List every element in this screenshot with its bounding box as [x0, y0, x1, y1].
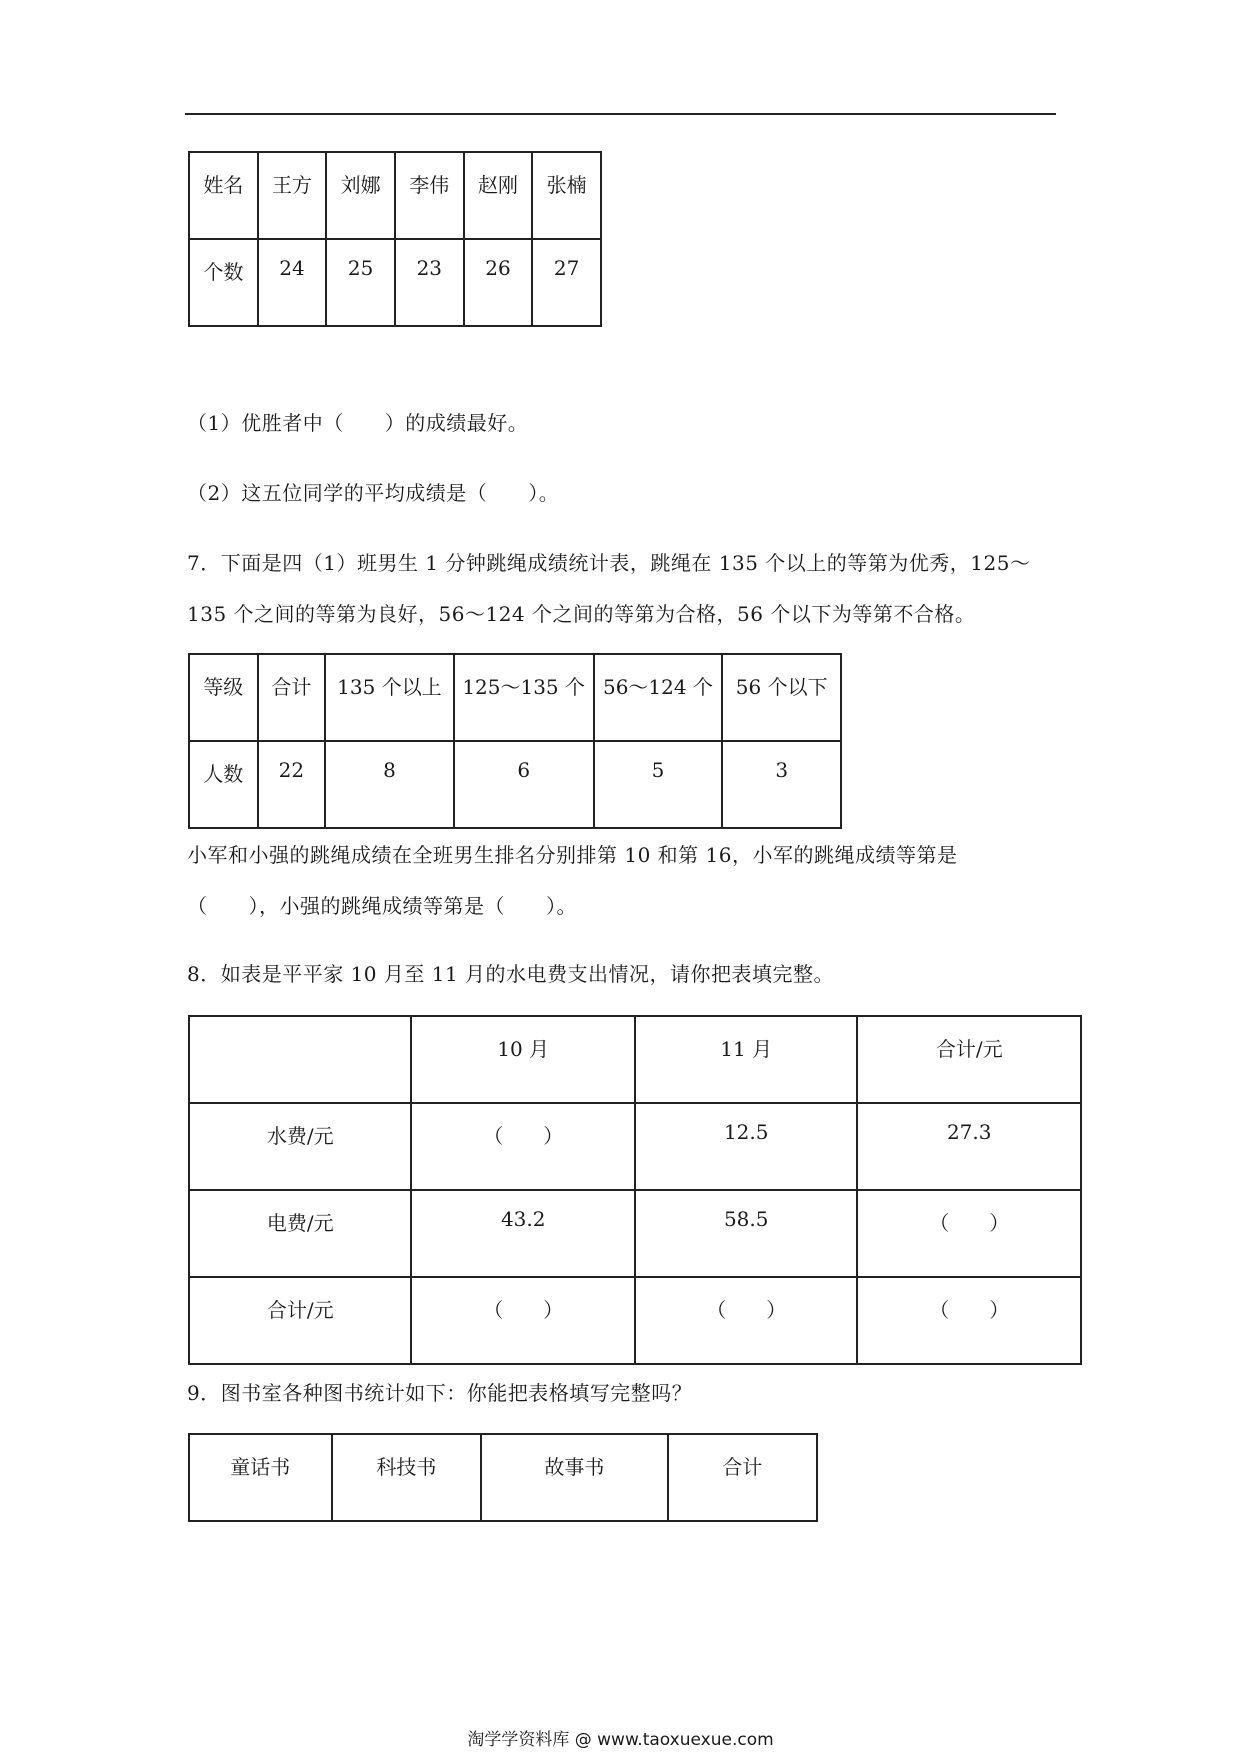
table-cell: 27 — [532, 239, 601, 326]
table-cell: 56 个以下 — [722, 654, 841, 741]
table-cell: （ ） — [635, 1277, 858, 1364]
table-cell: 合计/元 — [189, 1277, 411, 1364]
table-cell: 5 — [594, 741, 723, 828]
table-cell: 李伟 — [395, 152, 464, 239]
q7-text-line2: 135 个之间的等第为良好，56～124 个之间的等第为合格，56 个以下为等第不合格。 — [187, 602, 976, 626]
q6-part2: （2）这五位同学的平均成绩是（ ）。 — [187, 481, 560, 505]
table-cell: 童话书 — [189, 1434, 332, 1521]
score-table — [188, 151, 602, 327]
table-cell: 合计 — [668, 1434, 817, 1521]
table-cell: 135 个以上 — [325, 654, 454, 741]
table-cell: 个数 — [189, 239, 258, 326]
table-cell: 合计/元 — [857, 1016, 1081, 1103]
table-cell — [189, 1016, 411, 1103]
table-cell: 合计 — [258, 654, 326, 741]
footer-watermark: 淘学学资料库 @ www.taoxuexue.com — [467, 1730, 774, 1750]
table-cell: 58.5 — [635, 1190, 858, 1277]
table-cell: （ ） — [411, 1103, 635, 1190]
table-cell: 张楠 — [532, 152, 601, 239]
table-cell: 科技书 — [332, 1434, 482, 1521]
table-cell: 11 月 — [635, 1016, 858, 1103]
table-cell: 10 月 — [411, 1016, 635, 1103]
q7-after-line1: 小军和小强的跳绳成绩在全班男生排名分别排第 10 和第 16，小军的跳绳成绩等第是 — [187, 843, 958, 867]
header-rule — [185, 113, 1056, 115]
table-cell: （ ） — [857, 1277, 1081, 1364]
q8-text: 8．如表是平平家 10 月至 11 月的水电费支出情况，请你把表填完整。 — [187, 962, 835, 986]
table-cell: 22 — [258, 741, 326, 828]
q7-text-line1: 7．下面是四（1）班男生 1 分钟跳绳成绩统计表，跳绳在 135 个以上的等第为优秀，125～ — [187, 551, 1031, 575]
table-cell: 43.2 — [411, 1190, 635, 1277]
table-cell: 刘娜 — [326, 152, 395, 239]
table-cell: 水费/元 — [189, 1103, 411, 1190]
table-cell: 电费/元 — [189, 1190, 411, 1277]
table-cell: 25 — [326, 239, 395, 326]
table-cell: 3 — [722, 741, 841, 828]
table-cell: 56～124 个 — [594, 654, 723, 741]
table-cell: 故事书 — [481, 1434, 667, 1521]
table-cell: 125～135 个 — [454, 654, 594, 741]
table-cell: 等级 — [189, 654, 258, 741]
jump-rope-table — [188, 653, 842, 829]
q9-text: 9．图书室各种图书统计如下：你能把表格填写完整吗？ — [187, 1381, 693, 1405]
utility-fee-table — [188, 1015, 1082, 1365]
q6-part1: （1）优胜者中（ ）的成绩最好。 — [187, 411, 529, 435]
table-cell: 赵刚 — [464, 152, 533, 239]
table-cell: 23 — [395, 239, 464, 326]
table-cell: 26 — [464, 239, 533, 326]
library-table — [188, 1433, 818, 1522]
table-cell: 24 — [258, 239, 327, 326]
table-cell: 8 — [325, 741, 454, 828]
table-cell: 27.3 — [857, 1103, 1081, 1190]
table-cell: （ ） — [411, 1277, 635, 1364]
table-cell: 王方 — [258, 152, 327, 239]
table-cell: （ ） — [857, 1190, 1081, 1277]
table-cell: 6 — [454, 741, 594, 828]
table-cell: 人数 — [189, 741, 258, 828]
table-cell: 12.5 — [635, 1103, 858, 1190]
table-cell: 姓名 — [189, 152, 258, 239]
q7-after-line2: （ ），小强的跳绳成绩等第是（ ）。 — [187, 894, 577, 918]
